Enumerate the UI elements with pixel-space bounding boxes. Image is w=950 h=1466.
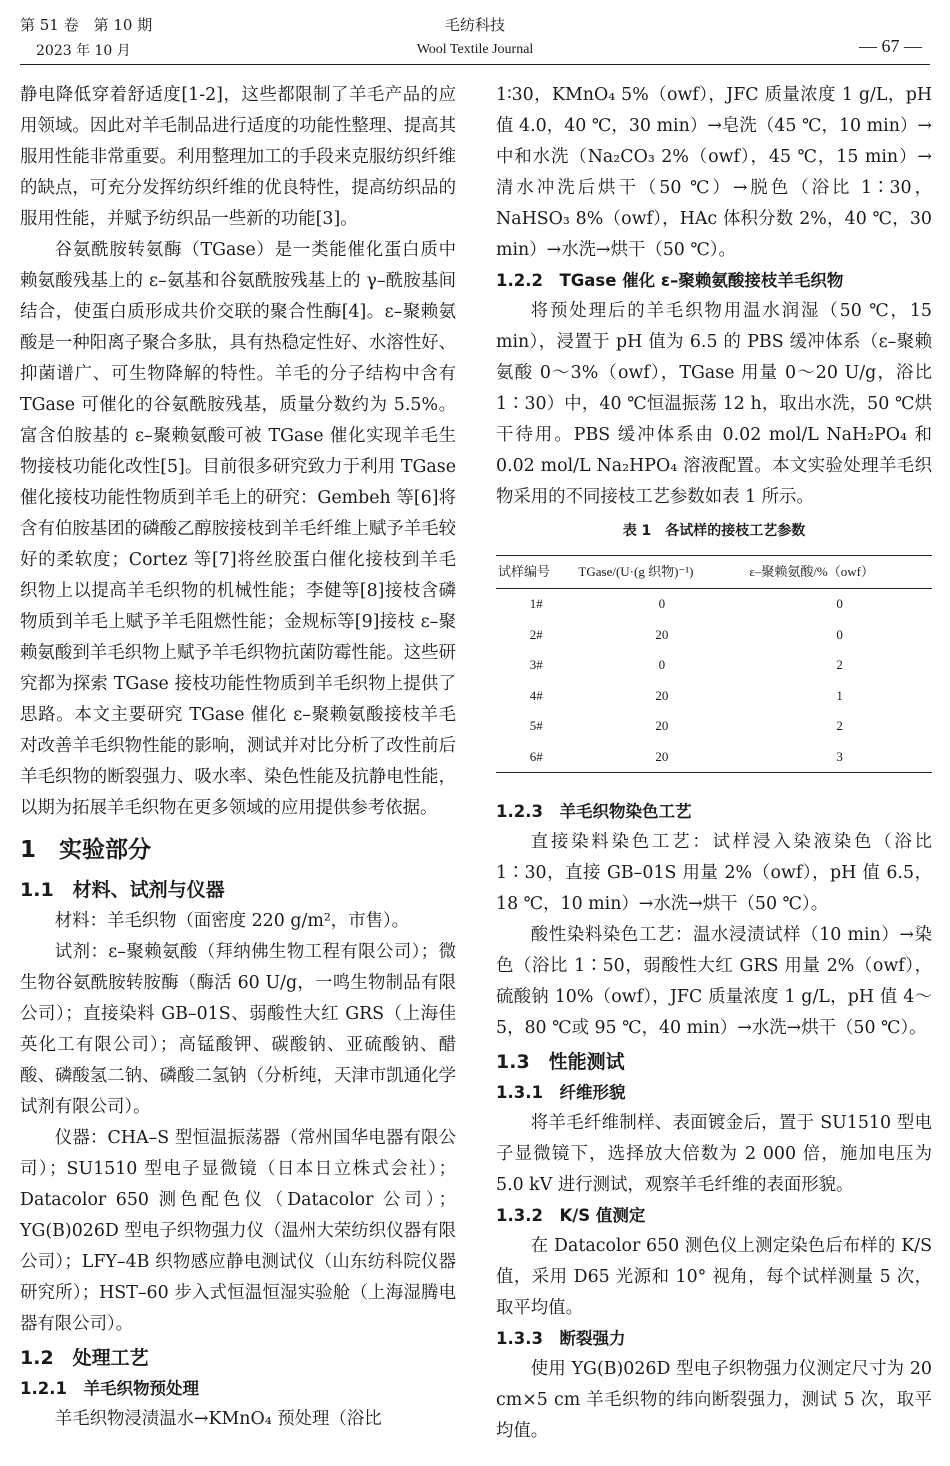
issue-date: 2023 年 10 月	[36, 43, 131, 59]
table-cell: 0	[836, 626, 843, 642]
table-cell: 1	[836, 687, 843, 703]
subsubsection-heading-ks: 1.3.2 K/S 值测定	[496, 1206, 646, 1225]
subsubsection-heading-pretreatment: 1.2.1 羊毛织物预处理	[20, 1379, 199, 1398]
table-cell: 20	[576, 742, 747, 773]
table-cell: 2	[836, 657, 843, 673]
paragraph-materials: 材料：羊毛织物（面密度 220 g/m²，市售）。	[54, 911, 410, 931]
paragraph-instruments: 仪器：CHA–S 型恒温振荡器（常州国华电器有限公司）；SU1510 型电子显微镜（日本日立株式会社）；Datacolor 650 测色配色仪（Datacolor 公司）；YG(B)026D 型电子织物强力仪（温州大荣纺织仪器有限公司）；LFY–4B 织物感应静电测试仪（山东纺科院仪器研究所）；HST–60 步入式恒温恒湿实验舱（上海湿腾电器有限公司）。	[20, 1128, 456, 1334]
paragraph-intro-continued: 静电降低穿着舒适度[1-2]，这些都限制了羊毛产品的应用领域。因此对羊毛制品进行适度的功能性整理、提高其服用性能非常重要。利用整理加工的手段来克服纺织纤维的缺点，可充分发挥纺织纤维的优良特性，提高纺织品的服用性能，并赋予纺织品一些新的功能[3]。	[20, 85, 456, 229]
table-cell: 1#	[529, 596, 543, 612]
table-row	[496, 620, 932, 651]
journal-title-cn: 毛纺科技	[444, 16, 505, 34]
table-header-cell: TGase/(U·(g 织物)⁻¹)	[576, 556, 747, 589]
volume-issue: 第 51 卷 第 10 期	[20, 16, 153, 34]
page-header	[0, 0, 950, 70]
table-row	[496, 711, 932, 742]
table-cell: 2#	[529, 626, 543, 642]
table-cell: 20	[655, 626, 669, 642]
grafting-parameters-table	[496, 555, 932, 773]
subsubsection-heading-grafting: 1.2.2 TGase 催化 ε–聚赖氨酸接枝羊毛织物	[496, 271, 844, 290]
paragraph-morphology: 将羊毛纤维制样、表面镀金后，置于 SU1510 型电子显微镜下，选择放大倍数为 2 000 倍，施加电压为 5.0 kV 进行测试，观察羊毛纤维的表面形貌。	[496, 1113, 932, 1195]
table-cell: 0	[658, 657, 666, 673]
table-caption: 表 1 各试样的接枝工艺参数	[622, 523, 806, 539]
table-cell: 0	[836, 596, 843, 612]
paragraph-grafting: 将预处理后的羊毛织物用温水润湿（50 ℃，15 min），浸置于 pH 值为 6.5 的 PBS 缓冲体系（ε–聚赖氨酸 0～3%（owf），TGase 用量 0～20 U/g，浴比 1∶30）中，40 ℃恒温振荡 12 h，取出水洗，50 ℃烘干待用。PBS 缓冲体系由 0.02 mol/L NaH₂PO₄ 和 0.02 mol/L Na₂HPO₄ 溶液配置。本文实验处理羊毛织物采用的不同接枝工艺参数如表 1 所示。	[496, 301, 932, 507]
paragraph-pretreatment-continued: 1∶30，KMnO₄ 5%（owf），JFC 质量浓度 1 g/L，pH 值 4.0，40 ℃，30 min）→皂洗（45 ℃，10 min）→中和水洗（Na₂CO₃ 2%（owf），45 ℃，15 min）→清水冲洗后烘干（50 ℃）→脱色（浴比 1∶30，NaHSO₃ 8%（owf），HAc 体积分数 2%，40 ℃，30 min）→水洗→烘干（50 ℃）。	[496, 85, 932, 260]
table-cell: 6#	[496, 742, 576, 773]
table-cell: 20	[655, 687, 669, 703]
subsubsection-heading-dyeing: 1.2.3 羊毛织物染色工艺	[496, 802, 692, 821]
table-cell: 3	[747, 742, 932, 773]
paragraph-pretreatment: 羊毛织物浸渍温水→KMnO₄ 预处理（浴比	[54, 1409, 382, 1429]
subsection-heading-process: 1.2 处理工艺	[20, 1347, 149, 1369]
header-divider	[20, 64, 930, 65]
table-header-cell: 试样编号	[496, 556, 576, 589]
page-number: — 67 —	[859, 36, 922, 56]
table-row	[496, 589, 932, 620]
table-row	[496, 650, 932, 681]
left-column	[20, 80, 456, 1435]
subsubsection-heading-morphology: 1.3.1 纤维形貌	[496, 1083, 626, 1102]
subsection-heading-testing: 1.3 性能测试	[496, 1051, 625, 1073]
subsubsection-heading-strength: 1.3.3 断裂强力	[496, 1329, 626, 1348]
table-cell: 20	[655, 718, 669, 734]
table-cell: 0	[658, 596, 666, 612]
table-header-row	[496, 556, 932, 589]
section-heading-experimental: 1 实验部分	[20, 837, 152, 863]
table-row	[496, 681, 932, 712]
table-cell: 5#	[529, 718, 543, 734]
journal-title-en: Wool Textile Journal	[416, 42, 534, 57]
table-cell: 4#	[529, 687, 543, 703]
paragraph-acid-dyeing: 酸性染料染色工艺：温水浸渍试样（10 min）→染色（浴比 1∶50，弱酸性大红 GRS 用量 2%（owf），硫酸钠 10%（owf），JFC 质量浓度 1 g/L，pH 值 4～5，80 ℃或 95 ℃，40 min）→水洗→烘干（50 ℃）。	[496, 925, 932, 1038]
paragraph-strength: 使用 YG(B)026D 型电子织物强力仪测定尺寸为 20 cm×5 cm 羊毛织物的纬向断裂强力，测试 5 次，取平均值。	[496, 1359, 932, 1441]
right-column	[496, 80, 932, 1447]
table-row	[496, 742, 932, 773]
subsection-heading-materials: 1.1 材料、试剂与仪器	[20, 879, 225, 901]
paragraph-tgase-background: 谷氨酰胺转氨酶（TGase）是一类能催化蛋白质中赖氨酸残基上的 ε–氨基和谷氨酰胺残基上的 γ–酰胺基间结合，使蛋白质形成共价交联的聚合性酶[4]。ε–聚赖氨酸是一种阳离子聚合多肽，具有热稳定性好、水溶性好、抑菌谱广、可生物降解的特性。羊毛的分子结构中含有 TGase 可催化的谷氨酰胺残基，质量分数约为 5.5%。富含伯胺基的 ε–聚赖氨酸可被 TGase 催化实现羊毛生物接枝功能化改性[5]。目前很多研究致力于利用 TGase 催化接枝功能性物质到羊毛上的研究：Gembeh 等[6]将含有伯胺基团的磷酸乙醇胺接枝到羊毛纤维上赋予羊毛较好的柔软度；Cortez 等[7]将丝胶蛋白催化接枝到羊毛织物上以提高羊毛织物的机械性能；李健等[8]接枝含磷物质到羊毛上赋予羊毛阻燃性能；金规标等[9]接枝 ε–聚赖氨酸到羊毛织物上赋予羊毛织物抗菌防霉性能。这些研究都为探索 TGase 接枝功能性物质到羊毛织物上提供了思路。本文主要研究 TGase 催化 ε–聚赖氨酸接枝羊毛对改善羊毛织物性能的影响，测试并对比分析了改性前后羊毛织物的断裂强力、吸水率、染色性能及抗静电性能，以期为拓展羊毛织物在更多领域的应用提供参考依据。	[20, 240, 456, 818]
table-cell: 2	[836, 718, 843, 734]
paragraph-direct-dyeing: 直接染料染色工艺：试样浸入染液染色（浴比 1∶30，直接 GB–01S 用量 2%（owf），pH 值 6.5，18 ℃，10 min）→水洗→烘干（50 ℃）。	[496, 832, 932, 914]
paragraph-ks: 在 Datacolor 650 测色仪上测定染色后布样的 K/S 值，采用 D65 光源和 10° 视角，每个试样测量 5 次，取平均值。	[496, 1236, 932, 1318]
table-header-cell: ε–聚赖氨酸/%（owf）	[747, 556, 932, 589]
paragraph-reagents: 试剂：ε–聚赖氨酸（拜纳佛生物工程有限公司）；微生物谷氨酰胺转胺酶（酶活 60 U/g，一鸣生物制品有限公司）；直接染料 GB–01S、弱酸性大红 GRS（上海佳英化工有限公司）；高锰酸钾、碳酸钠、亚硫酸钠、醋酸、磷酸氢二钠、磷酸二氢钠（分析纯，天津市凯通化学试剂有限公司）。	[20, 942, 456, 1117]
table-spacer	[496, 773, 932, 797]
table-cell: 3#	[529, 657, 543, 673]
